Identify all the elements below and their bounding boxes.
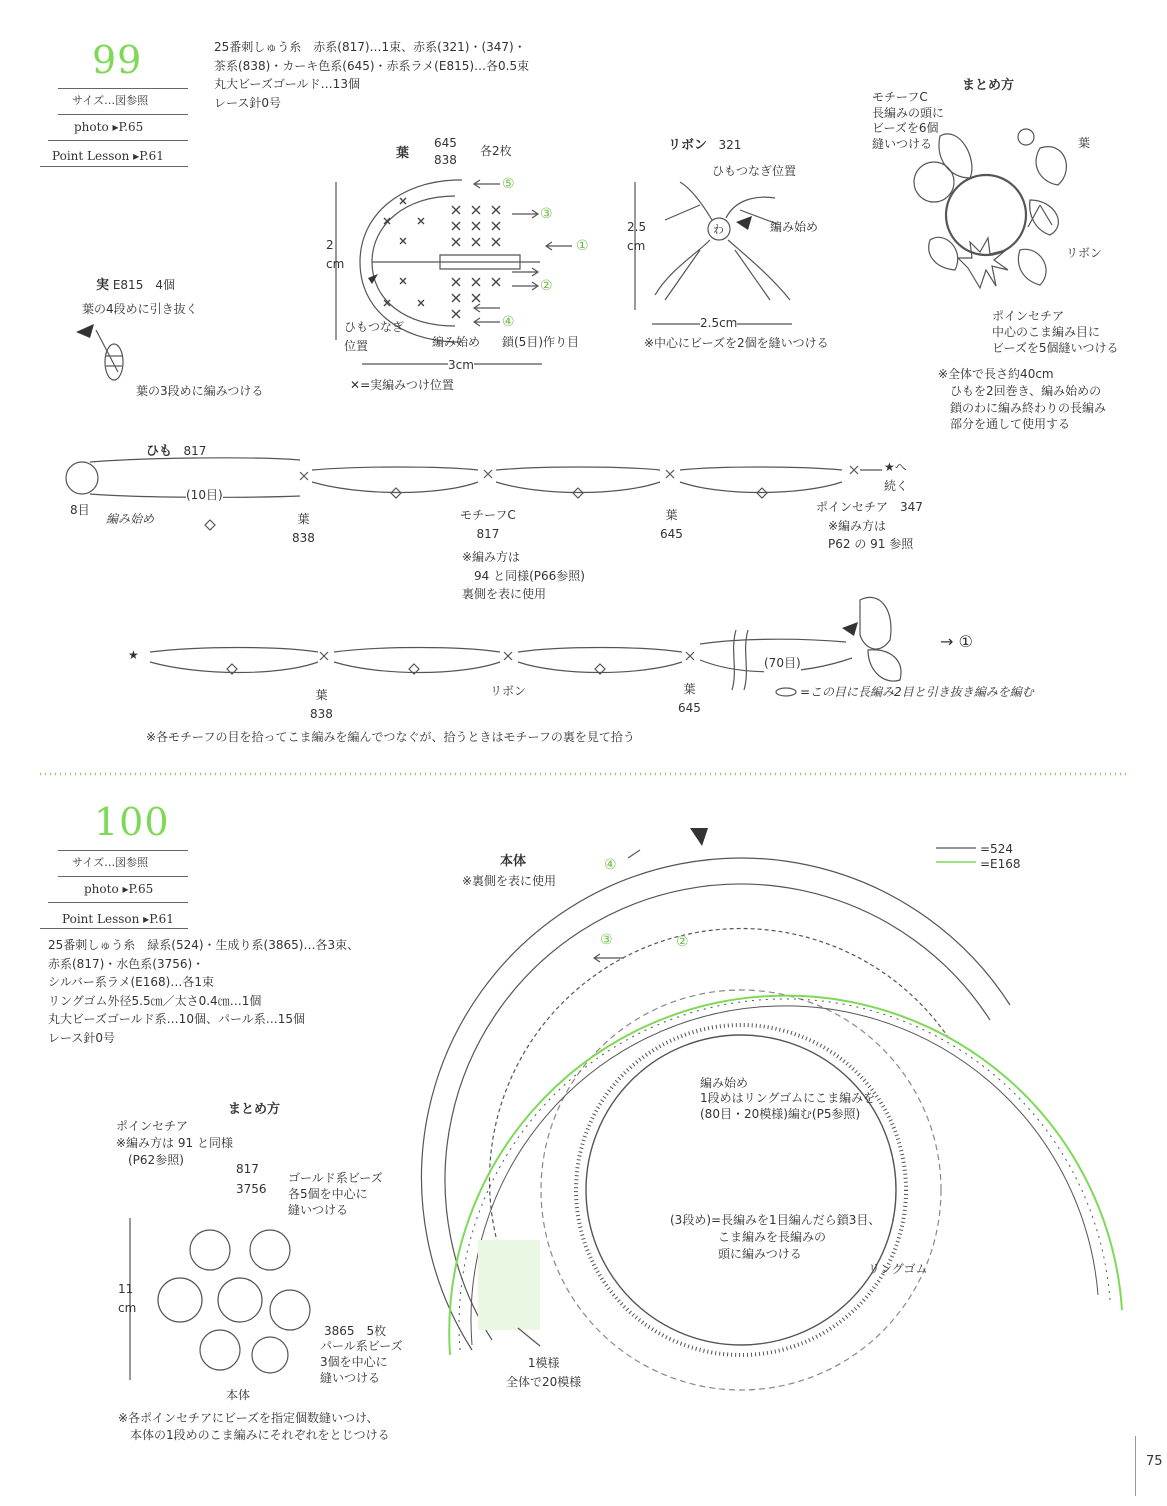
fruit-note-2: 葉の3段めに編みつける	[136, 384, 264, 398]
ribbon-center: わ	[713, 223, 724, 236]
string-leaf-645: 葉 645	[660, 508, 683, 541]
body-100-row3-note: (3段め)=長編みを1目編んだら鎖3目、 こま編みを長編みの 頭に編みつける	[670, 1213, 881, 1261]
assembly-99-title: まとめ方	[962, 78, 1015, 93]
legend-attach-mark: ✕=実編みつけ位置	[350, 378, 454, 392]
body-100-start: 編み始め	[700, 1076, 749, 1090]
body-100-sub: ※裏側を表に使用	[462, 874, 557, 888]
string-heading: ひも 817	[146, 444, 207, 459]
ribbon-heading: リボン 321	[668, 138, 742, 153]
materials-100: 25番刺しゅう糸 緑系(524)・生成り系(3865)…各3束、 赤系(817)・水色系(3756)・ シルバー系ラメ(E168)…各1束 リングゴム外径5.5㎝／太さ0.4㎝…1個 丸大ビーズゴールド系…10個、パール系…15個 レース針0号	[48, 938, 360, 1045]
string2-leaf-645: 葉 645	[678, 682, 701, 715]
assembly-100-body: 本体	[226, 1388, 251, 1402]
leaf-height: 2 cm	[326, 238, 345, 271]
string-ten: (10目)	[186, 486, 223, 505]
body-100-legend-1: =524	[980, 842, 1013, 856]
assembly-99-ribbon: リボン	[1066, 246, 1103, 260]
assembly-99-motif: モチーフC 長編みの頭に ビーズを6個 縫いつける	[872, 90, 945, 151]
string2-legend: =この目に長編み2目と引き抜き編みを編む	[800, 685, 1034, 699]
string2-ribbon: リボン	[490, 684, 527, 698]
body-100-row-4: ④	[604, 857, 617, 873]
ribbon-tie: ひもつなぎ位置	[712, 164, 797, 178]
assembly-99-poinsettia: ポインセチア 中心のこま編み目に ビーズを5個縫いつける	[992, 309, 1119, 356]
lesson-ref-99: Point Lesson ▸P.61	[52, 149, 164, 163]
leaf-row-3: ③	[540, 206, 553, 222]
materials-99: 25番刺しゅう糸 赤系(817)…1束、赤系(321)・(347)・ 茶系(838)・カーキ色系(645)・赤系ラメ(E815)…各0.5束 丸大ビーズゴールド…13個 レース針0号	[214, 40, 530, 110]
ribbon-note: ※中心にビーズを2個を縫いつける	[644, 336, 829, 350]
leaf-row-4: ④	[502, 314, 515, 330]
body-100-pattern: 1模様 全体で20模様	[506, 1356, 582, 1389]
leaf-title: 葉	[396, 146, 410, 161]
leaf-row-5: ⑤	[502, 176, 515, 192]
pattern-number-100: 100	[94, 800, 170, 844]
string-leaf-838: 葉 838	[292, 512, 315, 545]
leaf-color-2: 838	[434, 153, 457, 167]
string2-leaf-838: 葉 838	[310, 688, 333, 721]
assembly-99-note: ※全体で長さ約40cm ひもを2回巻き、編み始めの 鎖のわに編み終わりの長編み 部分を通して使用する	[938, 367, 1107, 432]
assembly-100-height: 11 cm	[118, 1282, 137, 1315]
ribbon-width: 2.5cm	[700, 314, 737, 333]
photo-ref-99: photo ▸P.65	[74, 120, 144, 134]
body-100-legend-2: =E168	[980, 857, 1021, 871]
size-99: サイズ…図参照	[72, 94, 149, 107]
body-100-ring: リングゴム	[868, 1262, 928, 1276]
fruit-heading: 実 E815 4個	[96, 278, 175, 293]
body-100-title: 本体	[500, 854, 527, 869]
leaf-start: 編み始め	[432, 335, 481, 349]
ribbon-chart	[635, 182, 792, 324]
assembly-100-color-1: 817	[236, 1162, 259, 1176]
string2-seventy: (70目)	[764, 654, 801, 673]
bottom-note-99: ※各モチーフの目を拾ってこま編みを編んでつなぐが、拾うときはモチーフの裏を見て拾う	[146, 730, 635, 744]
string-poinsettia: ポインセチア 347 ※編み方は P62 の 91 参照	[816, 500, 923, 552]
photo-ref-100: photo ▸P.65	[84, 882, 154, 896]
assembly-100-gold: ゴールド系ビーズ 各5個を中心に 縫いつける	[288, 1171, 383, 1218]
leaf-tie-position: ひもつなぎ 位置	[344, 320, 405, 353]
page-edge-line	[1135, 1436, 1136, 1496]
string2-arrow: → ①	[940, 632, 973, 651]
page-number: 75	[1146, 1454, 1163, 1469]
string-start: 編み始め	[106, 512, 155, 526]
assembly-100-pearl: パール系ビーズ 3個を中心に 縫いつける	[320, 1339, 403, 1386]
assembly-99-drawing	[914, 129, 1066, 288]
leaf-row-1: ①	[576, 238, 589, 254]
leaf-count: 各2枚	[480, 144, 512, 158]
x-icon: ✕	[350, 378, 361, 392]
leaf-color-1: 645	[434, 136, 457, 150]
lesson-ref-100: Point Lesson ▸P.61	[62, 912, 174, 926]
leaf-row-2: ②	[540, 278, 553, 294]
fruit-note-1: 葉の4段めに引き抜く	[82, 302, 198, 316]
assembly-100-color-3: 3865 5枚	[324, 1324, 387, 1338]
body-100-row-3: ③	[600, 932, 613, 948]
string2-star: ★	[128, 648, 139, 662]
ribbon-height: 2.5 cm	[627, 220, 647, 253]
string-star-continue: ★へ 続く	[884, 460, 909, 493]
fruit-chart	[96, 330, 123, 380]
size-100: サイズ…図参照	[72, 856, 149, 869]
assembly-99-leaf: 葉	[1078, 136, 1091, 150]
body-100-row-2: ②	[676, 934, 689, 950]
assembly-100-note: ※各ポインセチアにビーズを指定個数縫いつけ、 本体の1段めのこま編みにそれぞれをとじつける	[118, 1411, 390, 1442]
assembly-100-color-2: 3756	[236, 1182, 267, 1196]
assembly-100-title: まとめ方	[228, 1102, 281, 1117]
string-motif-c: モチーフC 817	[460, 508, 516, 541]
assembly-100-drawing	[130, 1218, 310, 1380]
assembly-100-poinsettia: ポインセチア ※編み方は 91 と同様 (P62参照)	[116, 1119, 233, 1167]
body-100-start-note: 1段めはリングゴムにこま編みを (80目・20模様)編む(P5参照)	[700, 1091, 876, 1122]
ribbon-start: 編み始め	[770, 220, 819, 234]
pattern-number-99: 99	[92, 38, 143, 82]
leaf-width: 3cm	[448, 356, 474, 375]
leaf-chain: 鎖(5目)作り目	[502, 335, 579, 349]
string-motif-note: ※編み方は 94 と同様(P66参照) 裏側を表に使用	[462, 550, 585, 602]
string-eight: 8目	[70, 503, 90, 517]
